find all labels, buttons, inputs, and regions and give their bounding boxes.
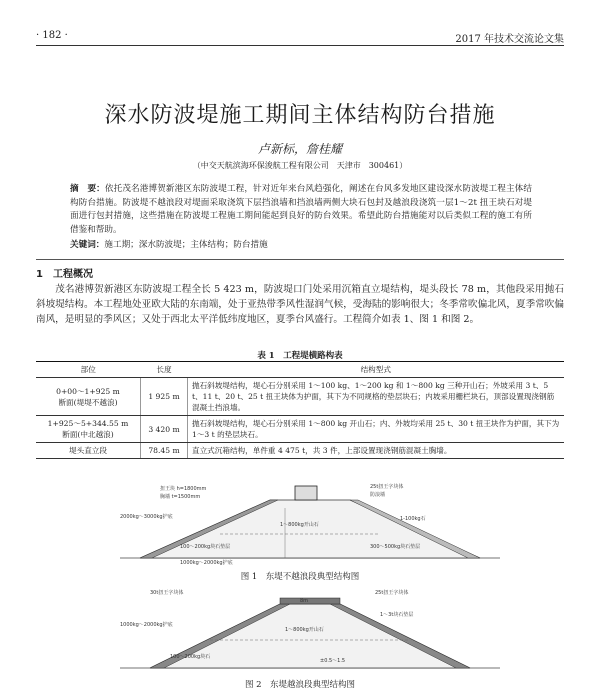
table-cell-section	[36, 416, 141, 443]
abstract	[70, 183, 532, 237]
table-row	[36, 378, 564, 416]
fig2-label: ±0.5～1.5	[320, 658, 346, 664]
keywords-label: 关键词：	[70, 240, 105, 250]
fig2-label: 100～200kg块石	[170, 654, 211, 660]
section-sub: 断面(中北越浪)	[62, 430, 114, 439]
table-cell-length: 78.45 m	[141, 443, 188, 459]
section-rule	[36, 259, 564, 260]
fig1-label: 1-100kg石	[400, 516, 426, 522]
fig1-label: 100～200kg块石垫层	[180, 544, 231, 550]
table-cell-structure: 抛石斜坡堤结构，堤心石分别采用 1～800 kg 开山石；内、外坡均采用 25 t、30 t 扭王块作为护面，其下为 1～3 t 的垫层块石。	[188, 416, 565, 443]
fig2-label: 30t扭王字块体	[150, 590, 184, 596]
abstract-label: 摘 要：	[70, 184, 105, 194]
section-sub: 断面(堤堤不越浪)	[58, 397, 118, 407]
fig1-label: 300～500kg块石垫层	[370, 544, 421, 550]
header-rule	[36, 45, 564, 46]
fig1-label: 1000kg～2000kg护底	[180, 560, 233, 566]
fig2-label: 1～3t块石垫层	[380, 612, 414, 618]
fig2-label: 25t扭王字块体	[375, 590, 409, 596]
figure-1-caption: 图 1 东堤不越浪段典型结构图	[240, 572, 360, 582]
crown-wall	[295, 486, 317, 500]
table-row	[36, 443, 564, 459]
table-cell-structure: 抛石斜坡堤结构，堤心石分别采用 1～100 kg、1～200 kg 和 1～800 kg 三种开山石；外坡采用 3 t、5 t、11 t、20 t、25 t 扭王块体为护面，其下为不同规格的垫层块石；内坡采用栅栏块石，顶部设置现浇钢筋混凝土挡浪墙。	[188, 378, 565, 416]
figure-1-drawing	[120, 478, 500, 566]
fig1-label: 1～800kg开山石	[280, 522, 319, 528]
table-header: 长度	[141, 362, 188, 378]
table-cell-length: 1 925 m	[141, 378, 188, 416]
crest-cover	[280, 598, 340, 604]
page-header	[36, 30, 564, 44]
fig2-label: 8m	[300, 598, 309, 604]
figure-2-drawing	[120, 586, 500, 676]
table-header: 结构型式	[188, 362, 565, 378]
fig2-label: 1～800kg开山石	[285, 627, 324, 633]
paper-title: 深水防波堤施工期间主体结构防台措施	[104, 103, 496, 128]
abstract-text: 依托茂名港博贺新港区东防波堤工程，针对近年来台风趋强化，阐述在台风多发地区建设深水防波堤工程主体结构防台措施。防波堤不越浪段对堤面采取浇筑下层挡浪墙和挡浪墙两侧大块石包封及越浪段浇筑一层1～2t 扭王块石对堤面进行包封措施，这些措施在防波堤工程施工期间能起到良好的防台效果。希望此防台措施能对以后类似工程的施工有所借鉴和帮助。	[70, 184, 532, 235]
table-cell-structure: 直立式沉箱结构，单件重 4 475 t，共 3 件，上部设置现浇钢筋混凝土胸墙。	[188, 443, 565, 459]
section-body: 茂名港博贺新港区东防波堤工程全长 5 423 m，防波堤口门处采用沉箱直立堤结构，堤头段长 78 m，其他段采用抛石斜坡堤结构。本工程地处亚欧大陆的东南端，处于亚热带季风性湿润气候，受海陆的影响很大；冬季常吹偏北风，夏季常吹偏南风，是明显的季风区；又处于西北太平洋低纬度地区，夏季台风盛行。工程简介如表 1、图 1 和图 2。	[36, 284, 564, 325]
section-range: 1+925～5+344.55 m	[47, 419, 129, 428]
journal-name: 2017 年技术交流论文集	[455, 34, 564, 45]
section-heading: 1 工程概况	[36, 269, 93, 280]
table-cell-length: 3 420 m	[141, 416, 188, 443]
fig1-label: 2000kg～3000kg护底	[120, 514, 173, 520]
table-header-row	[36, 362, 564, 378]
fig1-label: 25t扭王字块体	[370, 484, 404, 490]
figure-2	[120, 586, 500, 676]
table-cell-section	[36, 378, 141, 416]
table-caption: 表 1 工程堤横路构表	[257, 351, 343, 361]
keywords	[70, 239, 532, 252]
fig1-label: 胸墙 t=1500mm	[160, 494, 201, 500]
table-cell-section: 堤头直立段	[36, 443, 141, 459]
section-range: 0+00～1+925 m	[56, 386, 120, 396]
structure-table	[36, 361, 564, 459]
fig1-label: 防浪墙	[370, 492, 386, 498]
table-row	[36, 416, 564, 443]
figure-2-caption: 图 2 东堤越浪段典型结构图	[244, 680, 356, 690]
paper-affiliation: （中交天航滨海环保浚航工程有限公司 天津市 300461）	[192, 161, 408, 170]
figure-1	[120, 478, 500, 566]
paper-authors: 卢新标，詹桂耀	[257, 142, 342, 156]
keywords-text: 施工期；深水防波堤；主体结构；防台措施	[104, 240, 268, 250]
table-header: 部位	[36, 362, 141, 378]
fig2-label: 1000kg～2000kg护底	[120, 622, 173, 628]
fig1-label: 扭王块 h=1800mm	[160, 486, 207, 492]
page-number: · 182 ·	[36, 30, 68, 41]
